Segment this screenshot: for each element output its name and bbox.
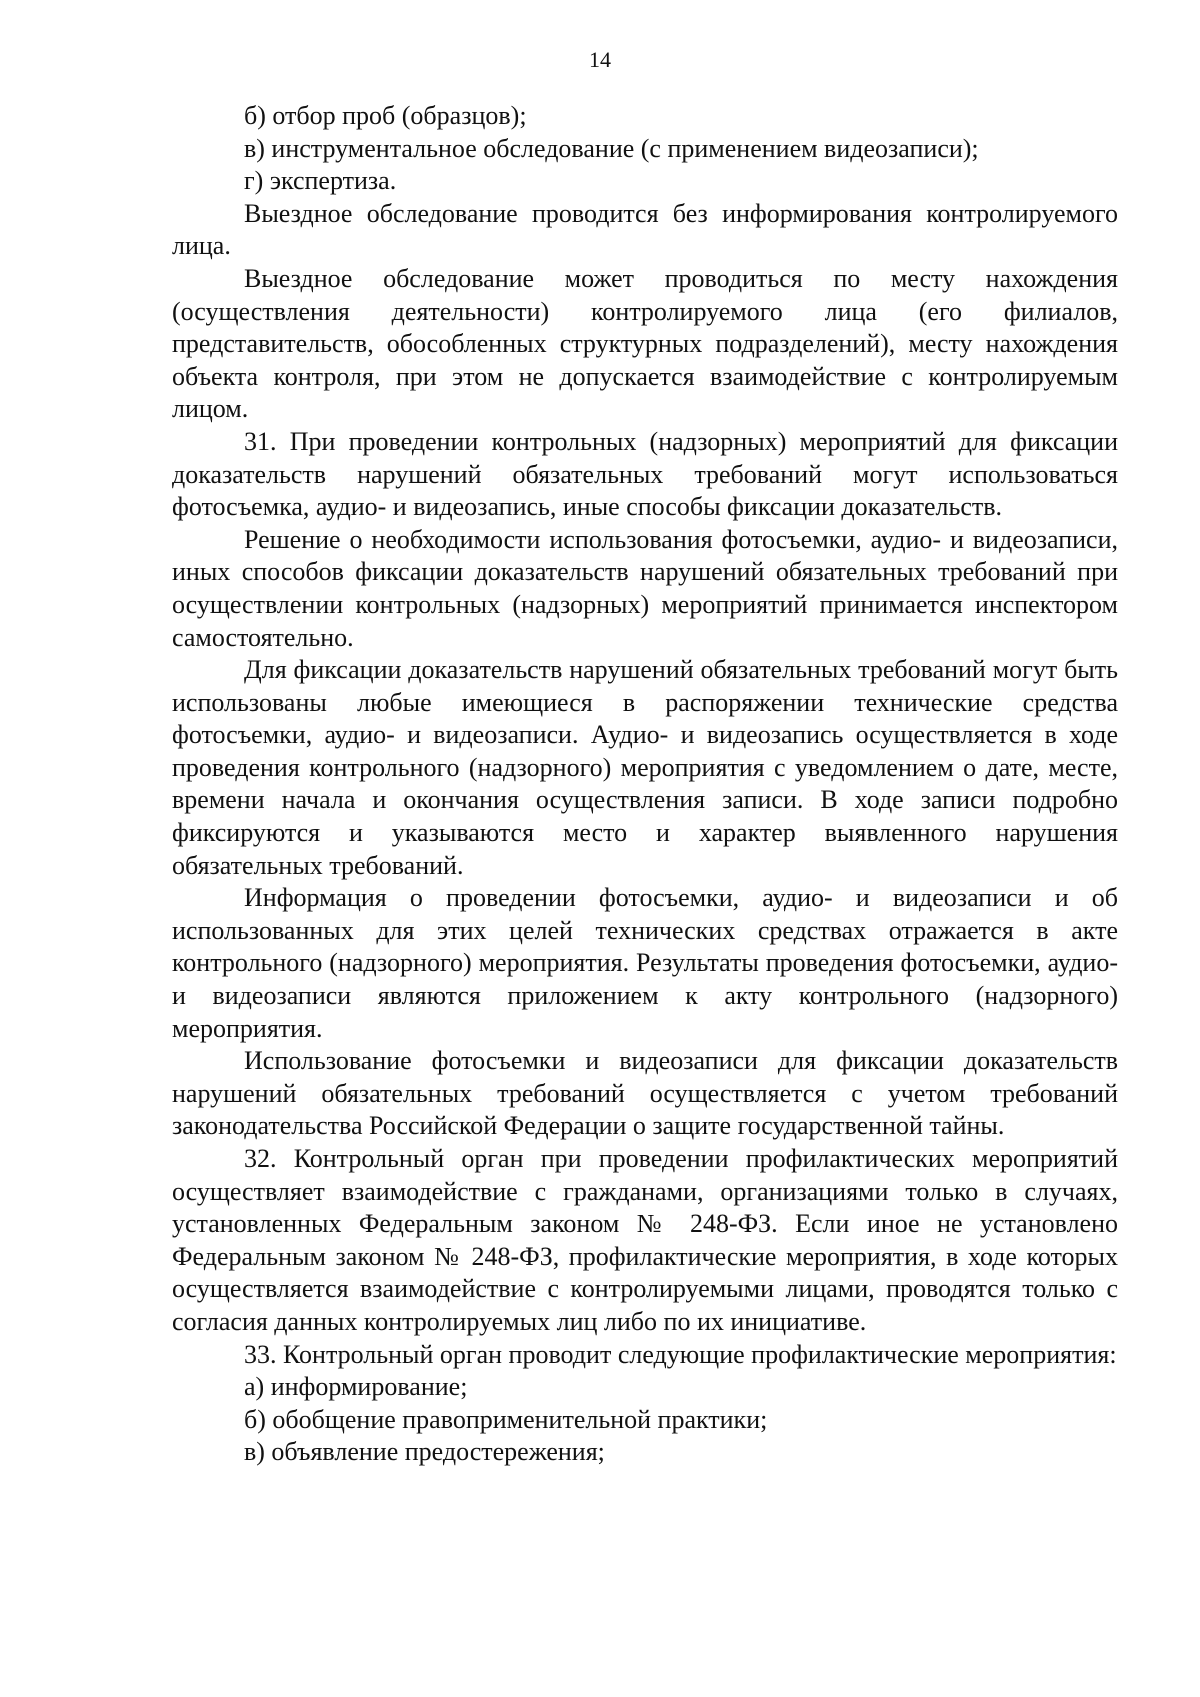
paragraph-decision: Решение о необходимости использования фотосъемки, аудио- и видеозаписи, иных способов фиксации доказательств нарушений обязательных требований при осуществлении контрольных (надзорных) мероприятий принимается инспектором самостоятельно.	[172, 524, 1118, 652]
paragraph-recording-info: Информация о проведении фотосъемки, аудио- и видеозаписи и об использованных для этих целей технических средствах отражается в акте контрольного (надзорного) мероприятия. Результаты проведения фотосъемки, аудио- и видеозаписи являются приложением к акту контрольного (надзорного) мероприятия.	[172, 883, 1118, 1043]
list-item-a: а) информирование;	[244, 1372, 468, 1402]
document-body	[172, 100, 1118, 1469]
paragraph-31: 31. При проведении контрольных (надзорных) мероприятий для фиксации доказательств нарушений обязательных требований могут использоваться фотосъемка, аудио- и видеозапись, иные способы фиксации доказательств.	[172, 426, 1118, 522]
paragraph-inspection-location: Выездное обследование может проводиться по месту нахождения (осуществления деятельности) контролируемого лица (его филиалов, представительств, обособленных структурных подразделений), месту нахождения объекта контроля, при этом не допускается взаимодействие с контролируемым лицом.	[172, 263, 1118, 424]
page-number: 14	[589, 47, 611, 72]
list-item-b: б) отбор проб (образцов);	[244, 101, 527, 130]
paragraph-32: 32. Контрольный орган при проведении профилактических мероприятий осуществляет взаимодействие с гражданами, организациями только в случаях, установленных Федеральным законом № 248-ФЗ. Если иное не установлено Федеральным законом № 248-ФЗ, профилактические мероприятия, в ходе которых осуществляется взаимодействие с контролируемыми лицами, проводятся только с согласия данных контролируемых лиц либо по их инициативе.	[172, 1144, 1118, 1336]
paragraph-inspection-no-notice: Выездное обследование проводится без информирования контролируемого лица.	[172, 198, 1118, 261]
list-item-b-2: б) обобщение правоприменительной практики;	[244, 1404, 768, 1434]
paragraph-recording-means: Для фиксации доказательств нарушений обязательных требований могут быть использованы любые имеющиеся в распоряжении технические средства фотосъемки, аудио- и видеозаписи. Аудио- и видеозапись осуществляется в ходе проведения контрольного (надзорного) мероприятия с уведомлением о дате, месте, времени начала и окончания осуществления записи. В ходе записи подробно фиксируются и указываются место и характер выявленного нарушения обязательных требований.	[172, 655, 1118, 880]
paragraph-33: 33. Контрольный орган проводит следующие профилактические мероприятия:	[244, 1339, 1117, 1369]
list-item-v: в) инструментальное обследование (с применением видеозаписи);	[244, 133, 979, 163]
list-item-v-2: в) объявление предостережения;	[244, 1437, 605, 1467]
paragraph-state-secret: Использование фотосъемки и видеозаписи для фиксации доказательств нарушений обязательных требований осуществляется с учетом требований законодательства Российской Федерации о защите государственной тайны.	[172, 1046, 1118, 1141]
list-item-g: г) экспертиза.	[244, 166, 397, 196]
